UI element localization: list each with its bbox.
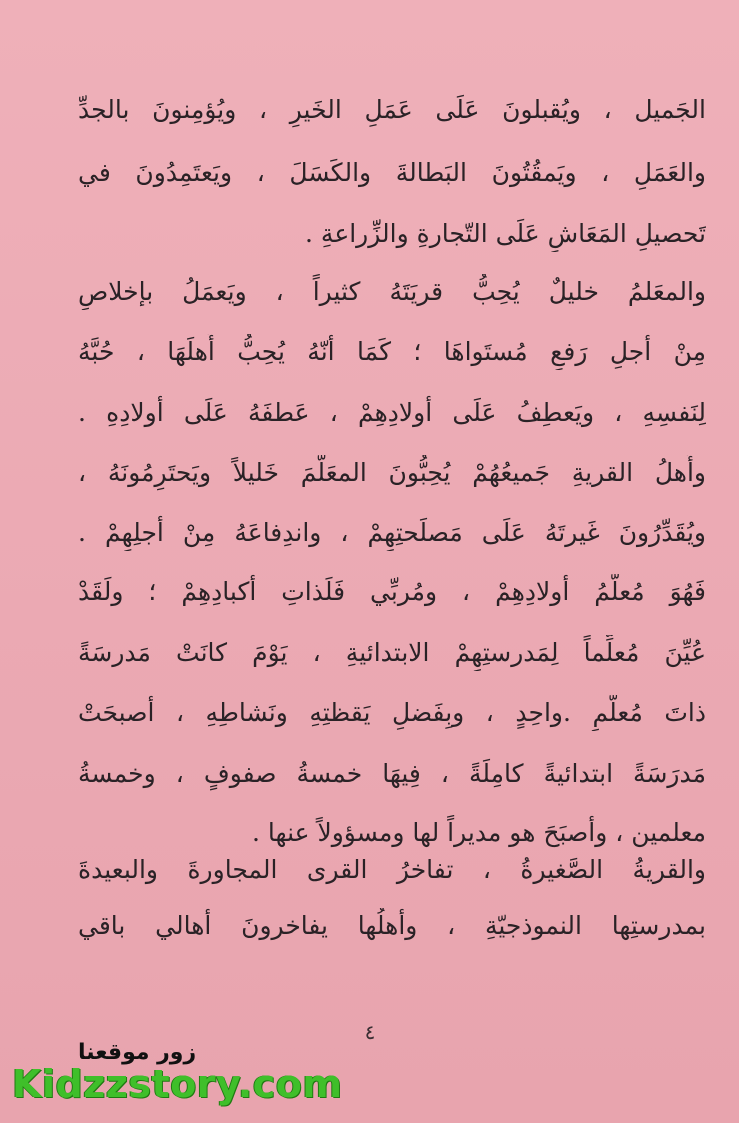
text-line: والمعَلمُ خليلٌ يُحِبُّ قريَتَهُ كثيراً ، ويَعمَلُ بإخلاصٍ xyxy=(78,277,706,306)
text-line: وأَهلُ القريةِ جَميعُهُمْ يُحِبُّونَ المعَلّمَ خَليلاً ويَحتَرِمُونَهُ ، xyxy=(78,458,706,487)
text-line: لِنَفسِهِ ، ويَعطِفُ عَلَى أولادِهِمْ ، عَطفَهُ عَلَى أولادِهِ . xyxy=(78,398,706,427)
text-line: ذاتَ مُعلّمٍ .واحِدٍ ، وبِفَضلِ يَقظتِهِ ونَشاطِهِ ، أصبحَتْ xyxy=(78,698,706,727)
page-number: ٤ xyxy=(364,1020,376,1044)
text-line: تَحصيلِ المَعَاشِ عَلَى التّجارةِ والزِّراعةِ . xyxy=(305,219,706,248)
text-line: الجَميل ، ويُقبلونَ عَلَى عَمَلِ الخَيرِ ، ويُؤمِنونَ بالجدِّ xyxy=(78,95,706,124)
text-line: والقريةُ الصَّغيرةُ ، تفاخرُ القرى المجاورةَ والبعيدةَ xyxy=(78,855,706,884)
text-line: بمدرستِها النموذجيّةِ ، وأهلُها يفاخرونَ أهالي باقي xyxy=(78,911,706,940)
text-line: عُيِّنَ مُعلِّماً لِمَدرستِهِمْ الابتدائيةِ ، يَوْمَ كانَتْ مَدرسَةً xyxy=(78,638,706,667)
text-line: والعَمَلِ ، ويَمقُتُونَ البَطالةَ والكَسَلَ ، ويَعتَمِدُونَ في xyxy=(78,158,706,187)
text-line: مِنْ أجلِ رَفعِ مُستَواهَا ؛ كَمَا أنّهُ يُحِبُّ أَهلَهَا ، حُبَّهُ xyxy=(78,337,706,366)
watermark-arabic-text: زور موقعنا xyxy=(78,1040,197,1065)
watermark-site-link[interactable]: Kidzzstory.com xyxy=(12,1062,343,1106)
text-line: مَدرَسَةً ابتدائيةً كامِلَةً ، فِيهَا خمسةُ صفوفٍ ، وخمسةُ xyxy=(78,759,706,788)
text-line: معلمين ، وأصبَحَ هو مديراً لها ومسؤولاً عنها . xyxy=(252,818,706,847)
text-line: ويُقَدِّرُونَ غَيرتَهُ عَلَى مَصلَحتِهِمْ ، واندِفاعَهُ مِنْ أجلِهِمْ . xyxy=(78,518,706,547)
text-line: فَهُوَ مُعلّمُ أولادِهِمْ ، ومُربِّي فَلَذاتِ أكبادِهِمْ ؛ ولَقَدْ xyxy=(78,577,706,606)
